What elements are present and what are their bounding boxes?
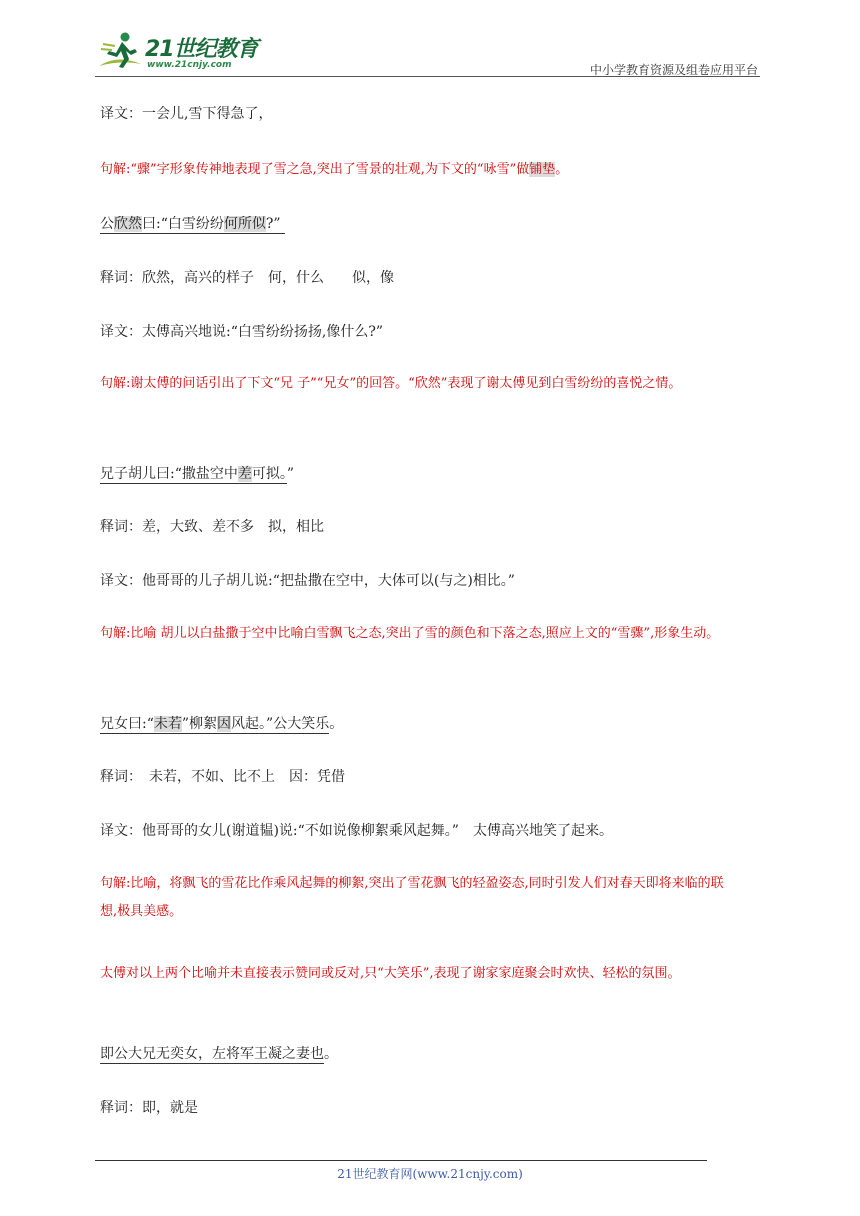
translation-line: 译文：一会儿,雪下得急了， <box>100 106 273 122</box>
header-tagline: 中小学教育资源及组卷应用平台 <box>589 63 758 77</box>
word-explanation: 释词：欣然，高兴的样子 何，什么 似，像 <box>100 270 394 286</box>
original-text-line: 兄女曰:“未若”柳絮因风起。”公大笑乐。 <box>100 716 344 732</box>
original-text-line <box>100 210 285 238</box>
original-text-line: 即公大兄无奕女，左将军王凝之妻也。 <box>100 1046 338 1062</box>
highlighted-word: 铺垫 <box>529 162 556 177</box>
sentence-analysis: 句解:谢太傅的问话引出了下文“兄 子”“兄女”的回答。“欣然”表现了谢太傅见到白雪纷纷的喜悦之情。 <box>100 376 682 391</box>
page-footer: 21世纪教育网(www.21cnjy.com) <box>337 1167 523 1181</box>
underlined-quote: 即公大兄无奕女，左将军王凝之妻也 <box>100 1046 324 1062</box>
logo-url: www.21cnjy.com <box>147 60 232 70</box>
translation-line: 译文：他哥哥的女儿(谢道韫)说:“不如说像柳絮乘风起舞。” 太傅高兴地笑了起来。 <box>100 823 613 839</box>
page-header <box>95 28 760 78</box>
underlined-quote: 兄子胡儿曰:“撒盐空中差可拟。 <box>100 466 287 482</box>
sentence-analysis: 句解:比喻 胡儿以白盐撒于空中比喻白雪飘飞之态,突出了雪的颜色和下落之态,照应上文的“雪骤”,形象生动。 <box>100 626 720 641</box>
logo-text: 21世纪教育 <box>145 37 258 62</box>
footer-divider <box>95 1160 707 1161</box>
header-divider <box>95 76 760 77</box>
word-explanation: 释词：即，就是 <box>100 1100 198 1116</box>
site-logo <box>95 30 265 74</box>
word-explanation: 释词： 未若，不如、比不上 因：凭借 <box>100 769 345 785</box>
translation-line: 译文：他哥哥的儿子胡儿说:“把盐撒在空中，大体可以(与之)相比。” <box>100 573 515 589</box>
underlined-quote: 公欣然曰:“白雪纷纷何所似?” <box>100 216 285 234</box>
word-explanation: 释词：差，大致、差不多 拟，相比 <box>100 519 324 535</box>
sentence-analysis: 太傅对以上两个比喻并未直接表示赞同或反对,只“大笑乐”,表现了谢家家庭聚会时欢快、轻松的氛围。 <box>100 966 681 981</box>
sentence-analysis: 句解:比喻，将飘飞的雪花比作乘风起舞的柳絮,突出了雪花飘飞的轻盈姿态,同时引发人们对春天即将来临的联想,极具美感。 <box>100 876 724 919</box>
running-figure-icon <box>95 30 145 74</box>
original-text-line: 兄子胡儿曰:“撒盐空中差可拟。” <box>100 466 295 482</box>
sentence-analysis: 句解:“骤”字形象传神地表现了雪之急,突出了雪景的壮观,为下文的“咏雪”做铺垫。 <box>100 162 569 177</box>
translation-line: 译文：太傅高兴地说:“白雪纷纷扬扬,像什么?” <box>100 324 383 340</box>
underlined-quote: 兄女曰:“未若”柳絮因风起。”公大笑乐 <box>100 716 330 732</box>
